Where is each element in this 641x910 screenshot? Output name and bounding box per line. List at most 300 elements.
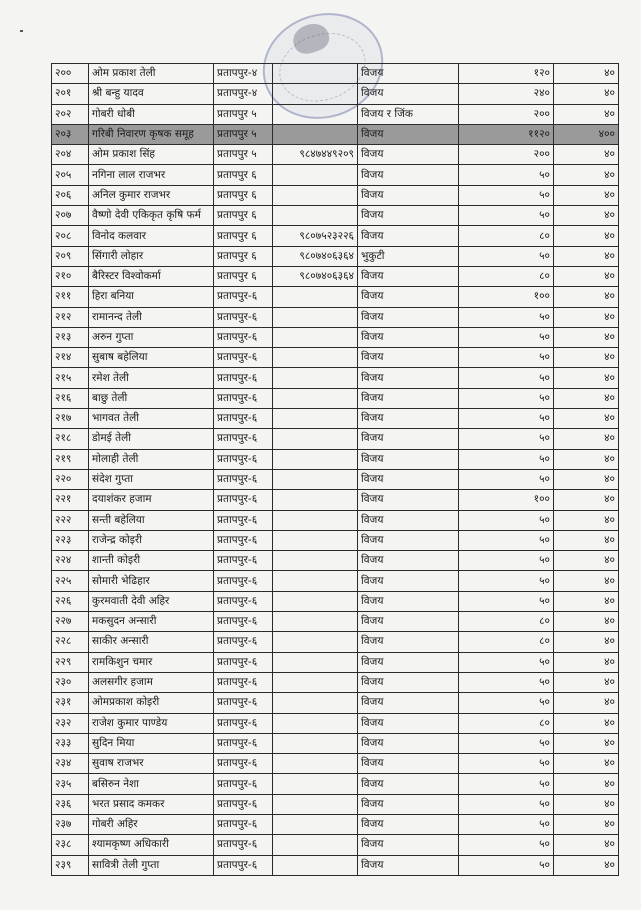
amount-cell: ४० bbox=[554, 348, 619, 368]
item-cell: विजय bbox=[358, 206, 459, 226]
name-cell: बैरिस्टर विश्वोकर्मा bbox=[89, 266, 214, 286]
serial-number-cell: २०८ bbox=[52, 226, 89, 246]
serial-number-cell: २०६ bbox=[52, 185, 89, 205]
quantity-cell: ८० bbox=[459, 713, 554, 733]
serial-number-cell: २०१ bbox=[52, 84, 89, 104]
name-cell: श्री बन्हु यादव bbox=[89, 84, 214, 104]
serial-number-cell: २०३ bbox=[52, 124, 89, 144]
table-row bbox=[52, 632, 619, 652]
serial-number-cell: २०० bbox=[52, 64, 89, 84]
amount-cell: ४० bbox=[554, 226, 619, 246]
amount-cell: ४० bbox=[554, 145, 619, 165]
address-cell: प्रतापपुर-६ bbox=[214, 429, 273, 449]
address-cell: प्रतापपुर-६ bbox=[214, 612, 273, 632]
phone-cell bbox=[273, 348, 358, 368]
phone-cell bbox=[273, 733, 358, 753]
phone-cell bbox=[273, 794, 358, 814]
distribution-table-body bbox=[52, 64, 619, 876]
address-cell: प्रतापपुर-६ bbox=[214, 368, 273, 388]
address-cell: प्रतापपुर-६ bbox=[214, 591, 273, 611]
item-cell: विजय bbox=[358, 632, 459, 652]
address-cell: प्रतापपुर-४ bbox=[214, 84, 273, 104]
amount-cell: ४० bbox=[554, 794, 619, 814]
amount-cell: ४० bbox=[554, 368, 619, 388]
serial-number-cell: २२९ bbox=[52, 652, 89, 672]
phone-cell bbox=[273, 814, 358, 834]
name-cell: मोलाही तेली bbox=[89, 449, 214, 469]
address-cell: प्रतापपुर-६ bbox=[214, 835, 273, 855]
address-cell: प्रतापपुर-६ bbox=[214, 571, 273, 591]
address-cell: प्रतापपुर-६ bbox=[214, 348, 273, 368]
item-cell: विजय bbox=[358, 774, 459, 794]
address-cell: प्रतापपुर-६ bbox=[214, 449, 273, 469]
item-cell: विजय bbox=[358, 794, 459, 814]
amount-cell: ४० bbox=[554, 266, 619, 286]
address-cell: प्रतापपुर-६ bbox=[214, 490, 273, 510]
name-cell: शान्ती कोइरी bbox=[89, 551, 214, 571]
table-row bbox=[52, 469, 619, 489]
name-cell: अरुन गुप्ता bbox=[89, 327, 214, 347]
amount-cell: ४० bbox=[554, 612, 619, 632]
quantity-cell: २०० bbox=[459, 145, 554, 165]
item-cell: विजय bbox=[358, 693, 459, 713]
item-cell: विजय bbox=[358, 307, 459, 327]
table-row bbox=[52, 855, 619, 875]
table-row bbox=[52, 429, 619, 449]
name-cell: गोबरी अहिर bbox=[89, 814, 214, 834]
table-row bbox=[52, 591, 619, 611]
item-cell: विजय bbox=[358, 571, 459, 591]
quantity-cell: ५० bbox=[459, 246, 554, 266]
quantity-cell: ५० bbox=[459, 206, 554, 226]
serial-number-cell: २३९ bbox=[52, 855, 89, 875]
serial-number-cell: २१० bbox=[52, 266, 89, 286]
address-cell: प्रतापपुर-६ bbox=[214, 551, 273, 571]
quantity-cell: २४० bbox=[459, 84, 554, 104]
table-row bbox=[52, 530, 619, 550]
phone-cell bbox=[273, 327, 358, 347]
quantity-cell: ५० bbox=[459, 510, 554, 530]
amount-cell: ४० bbox=[554, 469, 619, 489]
amount-cell: ४० bbox=[554, 530, 619, 550]
amount-cell: ४० bbox=[554, 307, 619, 327]
quantity-cell: ५० bbox=[459, 571, 554, 591]
address-cell: प्रतापपुर-६ bbox=[214, 632, 273, 652]
phone-cell bbox=[273, 469, 358, 489]
address-cell: प्रतापपुर-६ bbox=[214, 530, 273, 550]
name-cell: भागवत तेली bbox=[89, 409, 214, 429]
name-cell: ओम प्रकाश तेली bbox=[89, 64, 214, 84]
quantity-cell: ५० bbox=[459, 348, 554, 368]
amount-cell: ४० bbox=[554, 754, 619, 774]
amount-cell: ४० bbox=[554, 652, 619, 672]
name-cell: सुवाष राजभर bbox=[89, 754, 214, 774]
serial-number-cell: २२४ bbox=[52, 551, 89, 571]
quantity-cell: १०० bbox=[459, 490, 554, 510]
serial-number-cell: २२३ bbox=[52, 530, 89, 550]
table-row bbox=[52, 64, 619, 84]
serial-number-cell: २३२ bbox=[52, 713, 89, 733]
name-cell: रामानन्द तेली bbox=[89, 307, 214, 327]
phone-cell: ९८०७५२३२२६ bbox=[273, 226, 358, 246]
item-cell: विजय bbox=[358, 145, 459, 165]
item-cell: विजय bbox=[358, 409, 459, 429]
quantity-cell: २०० bbox=[459, 104, 554, 124]
table-row bbox=[52, 693, 619, 713]
amount-cell: ४० bbox=[554, 287, 619, 307]
quantity-cell: ८० bbox=[459, 226, 554, 246]
phone-cell bbox=[273, 287, 358, 307]
phone-cell bbox=[273, 774, 358, 794]
table-row bbox=[52, 226, 619, 246]
address-cell: प्रतापपुर ६ bbox=[214, 226, 273, 246]
quantity-cell: १०० bbox=[459, 287, 554, 307]
serial-number-cell: २३५ bbox=[52, 774, 89, 794]
serial-number-cell: २३४ bbox=[52, 754, 89, 774]
table-row bbox=[52, 185, 619, 205]
phone-cell bbox=[273, 551, 358, 571]
name-cell: अनिल कुमार राजभर bbox=[89, 185, 214, 205]
name-cell: डोमई तेली bbox=[89, 429, 214, 449]
amount-cell: ४० bbox=[554, 206, 619, 226]
quantity-cell: ५० bbox=[459, 672, 554, 692]
name-cell: साकीर अन्सारी bbox=[89, 632, 214, 652]
item-cell: विजय bbox=[358, 551, 459, 571]
serial-number-cell: २२० bbox=[52, 469, 89, 489]
phone-cell bbox=[273, 510, 358, 530]
quantity-cell: ५० bbox=[459, 591, 554, 611]
phone-cell bbox=[273, 104, 358, 124]
address-cell: प्रतापपुर-६ bbox=[214, 307, 273, 327]
amount-cell: ४० bbox=[554, 165, 619, 185]
item-cell: विजय bbox=[358, 754, 459, 774]
table-row bbox=[52, 571, 619, 591]
serial-number-cell: २३० bbox=[52, 672, 89, 692]
serial-number-cell: २३७ bbox=[52, 814, 89, 834]
item-cell: विजय bbox=[358, 429, 459, 449]
serial-number-cell: २३६ bbox=[52, 794, 89, 814]
serial-number-cell: २०२ bbox=[52, 104, 89, 124]
amount-cell: ४० bbox=[554, 551, 619, 571]
quantity-cell: १२० bbox=[459, 64, 554, 84]
amount-cell: ४० bbox=[554, 409, 619, 429]
scan-speck bbox=[20, 30, 23, 32]
item-cell: विजय bbox=[358, 327, 459, 347]
table-row bbox=[52, 733, 619, 753]
table-row bbox=[52, 409, 619, 429]
item-cell: विजय bbox=[358, 855, 459, 875]
amount-cell: ४० bbox=[554, 185, 619, 205]
table-row bbox=[52, 449, 619, 469]
phone-cell bbox=[273, 206, 358, 226]
name-cell: दयाशंकर हजाम bbox=[89, 490, 214, 510]
amount-cell: ४० bbox=[554, 632, 619, 652]
item-cell: विजय bbox=[358, 226, 459, 246]
item-cell: विजय bbox=[358, 84, 459, 104]
item-cell: विजय bbox=[358, 266, 459, 286]
phone-cell bbox=[273, 754, 358, 774]
address-cell: प्रतापपुर ६ bbox=[214, 165, 273, 185]
quantity-cell: ५० bbox=[459, 469, 554, 489]
address-cell: प्रतापपुर-६ bbox=[214, 327, 273, 347]
table-row bbox=[52, 145, 619, 165]
name-cell: भरत प्रसाद कमकर bbox=[89, 794, 214, 814]
item-cell: विजय bbox=[358, 185, 459, 205]
item-cell: विजय bbox=[358, 165, 459, 185]
item-cell: विजय र जिंक bbox=[358, 104, 459, 124]
address-cell: प्रतापपुर-६ bbox=[214, 814, 273, 834]
quantity-cell: ५० bbox=[459, 794, 554, 814]
quantity-cell: ५० bbox=[459, 733, 554, 753]
amount-cell: ४० bbox=[554, 327, 619, 347]
phone-cell bbox=[273, 672, 358, 692]
quantity-cell: ५० bbox=[459, 551, 554, 571]
quantity-cell: ८० bbox=[459, 266, 554, 286]
table-row bbox=[52, 490, 619, 510]
address-cell: प्रतापपुर ५ bbox=[214, 104, 273, 124]
item-cell: विजय bbox=[358, 672, 459, 692]
phone-cell bbox=[273, 84, 358, 104]
item-cell: विजय bbox=[358, 368, 459, 388]
name-cell: सिंगारी लोहार bbox=[89, 246, 214, 266]
phone-cell bbox=[273, 490, 358, 510]
serial-number-cell: २१२ bbox=[52, 307, 89, 327]
phone-cell bbox=[273, 693, 358, 713]
amount-cell: ४० bbox=[554, 855, 619, 875]
quantity-cell: ५० bbox=[459, 774, 554, 794]
item-cell: विजय bbox=[358, 510, 459, 530]
address-cell: प्रतापपुर-६ bbox=[214, 409, 273, 429]
address-cell: प्रतापपुर ५ bbox=[214, 124, 273, 144]
item-cell: विजय bbox=[358, 449, 459, 469]
serial-number-cell: २०९ bbox=[52, 246, 89, 266]
phone-cell bbox=[273, 449, 358, 469]
phone-cell bbox=[273, 591, 358, 611]
item-cell: भुकुटी bbox=[358, 246, 459, 266]
address-cell: प्रतापपुर-६ bbox=[214, 855, 273, 875]
table-row bbox=[52, 652, 619, 672]
serial-number-cell: २०४ bbox=[52, 145, 89, 165]
name-cell: सावित्री तेली गुप्ता bbox=[89, 855, 214, 875]
address-cell: प्रतापपुर-६ bbox=[214, 794, 273, 814]
phone-cell bbox=[273, 185, 358, 205]
serial-number-cell: २३८ bbox=[52, 835, 89, 855]
item-cell: विजय bbox=[358, 64, 459, 84]
phone-cell bbox=[273, 530, 358, 550]
name-cell: राजेश कुमार पाण्डेय bbox=[89, 713, 214, 733]
table-row bbox=[52, 835, 619, 855]
item-cell: विजय bbox=[358, 287, 459, 307]
amount-cell: ४० bbox=[554, 429, 619, 449]
item-cell: विजय bbox=[358, 469, 459, 489]
table-row bbox=[52, 551, 619, 571]
address-cell: प्रतापपुर-६ bbox=[214, 672, 273, 692]
amount-cell: ४० bbox=[554, 571, 619, 591]
serial-number-cell: २१५ bbox=[52, 368, 89, 388]
address-cell: प्रतापपुर ६ bbox=[214, 185, 273, 205]
serial-number-cell: २३१ bbox=[52, 693, 89, 713]
address-cell: प्रतापपुर ६ bbox=[214, 206, 273, 226]
table-row bbox=[52, 327, 619, 347]
address-cell: प्रतापपुर-६ bbox=[214, 754, 273, 774]
table-row bbox=[52, 814, 619, 834]
address-cell: प्रतापपुर ५ bbox=[214, 145, 273, 165]
table-row bbox=[52, 672, 619, 692]
table-row bbox=[52, 348, 619, 368]
item-cell: विजय bbox=[358, 814, 459, 834]
table-row bbox=[52, 774, 619, 794]
name-cell: ओम प्रकाश सिंह bbox=[89, 145, 214, 165]
serial-number-cell: २२६ bbox=[52, 591, 89, 611]
address-cell: प्रतापपुर-६ bbox=[214, 287, 273, 307]
quantity-cell: ५० bbox=[459, 449, 554, 469]
table-row bbox=[52, 307, 619, 327]
serial-number-cell: २१९ bbox=[52, 449, 89, 469]
quantity-cell: ५० bbox=[459, 368, 554, 388]
serial-number-cell: २१६ bbox=[52, 388, 89, 408]
quantity-cell: ५० bbox=[459, 327, 554, 347]
amount-cell: ४० bbox=[554, 388, 619, 408]
name-cell: अलसगीर हजाम bbox=[89, 672, 214, 692]
phone-cell: ९८४७४४९२०९ bbox=[273, 145, 358, 165]
quantity-cell: ८० bbox=[459, 612, 554, 632]
serial-number-cell: २२७ bbox=[52, 612, 89, 632]
quantity-cell: ५० bbox=[459, 307, 554, 327]
name-cell: वैष्णो देवी एकिकृत कृषि फर्म bbox=[89, 206, 214, 226]
name-cell: संदेश गुप्ता bbox=[89, 469, 214, 489]
amount-cell: ४०० bbox=[554, 124, 619, 144]
amount-cell: ४० bbox=[554, 84, 619, 104]
quantity-cell: ५० bbox=[459, 185, 554, 205]
address-cell: प्रतापपुर ६ bbox=[214, 266, 273, 286]
quantity-cell: ५० bbox=[459, 814, 554, 834]
table-row bbox=[52, 206, 619, 226]
name-cell: रामकिशुन चमार bbox=[89, 652, 214, 672]
phone-cell bbox=[273, 652, 358, 672]
name-cell: नगिना लाल राजभर bbox=[89, 165, 214, 185]
table-row bbox=[52, 510, 619, 530]
name-cell: गोबरी धोबी bbox=[89, 104, 214, 124]
item-cell: विजय bbox=[358, 612, 459, 632]
table-row bbox=[52, 612, 619, 632]
table-row bbox=[52, 713, 619, 733]
quantity-cell: ५० bbox=[459, 652, 554, 672]
address-cell: प्रतापपुर ६ bbox=[214, 246, 273, 266]
item-cell: विजय bbox=[358, 835, 459, 855]
name-cell: रमेश तेली bbox=[89, 368, 214, 388]
name-cell: ओमप्रकाश कोइरी bbox=[89, 693, 214, 713]
serial-number-cell: २१८ bbox=[52, 429, 89, 449]
item-cell: विजय bbox=[358, 124, 459, 144]
serial-number-cell: २२५ bbox=[52, 571, 89, 591]
quantity-cell: ५० bbox=[459, 693, 554, 713]
serial-number-cell: २११ bbox=[52, 287, 89, 307]
amount-cell: ४० bbox=[554, 733, 619, 753]
amount-cell: ४० bbox=[554, 449, 619, 469]
table-row bbox=[52, 794, 619, 814]
table-row bbox=[52, 368, 619, 388]
serial-number-cell: २१३ bbox=[52, 327, 89, 347]
table-row bbox=[52, 124, 619, 144]
item-cell: विजय bbox=[358, 733, 459, 753]
phone-cell bbox=[273, 612, 358, 632]
item-cell: विजय bbox=[358, 388, 459, 408]
table-row bbox=[52, 84, 619, 104]
amount-cell: ४० bbox=[554, 510, 619, 530]
table-row bbox=[52, 388, 619, 408]
item-cell: विजय bbox=[358, 348, 459, 368]
phone-cell bbox=[273, 64, 358, 84]
serial-number-cell: २१७ bbox=[52, 409, 89, 429]
phone-cell bbox=[273, 835, 358, 855]
amount-cell: ४० bbox=[554, 814, 619, 834]
amount-cell: ४० bbox=[554, 591, 619, 611]
distribution-table bbox=[51, 63, 619, 876]
name-cell: कुरमवाती देवी अहिर bbox=[89, 591, 214, 611]
amount-cell: ४० bbox=[554, 774, 619, 794]
phone-cell bbox=[273, 124, 358, 144]
table-row bbox=[52, 246, 619, 266]
item-cell: विजय bbox=[358, 713, 459, 733]
serial-number-cell: २२२ bbox=[52, 510, 89, 530]
phone-cell: ९८०७४०६३६४ bbox=[273, 266, 358, 286]
quantity-cell: ५० bbox=[459, 835, 554, 855]
address-cell: प्रतापपुर-६ bbox=[214, 469, 273, 489]
address-cell: प्रतापपुर-६ bbox=[214, 652, 273, 672]
phone-cell bbox=[273, 307, 358, 327]
quantity-cell: ५० bbox=[459, 754, 554, 774]
amount-cell: ४० bbox=[554, 835, 619, 855]
quantity-cell: ५० bbox=[459, 409, 554, 429]
quantity-cell: ५० bbox=[459, 388, 554, 408]
serial-number-cell: २३३ bbox=[52, 733, 89, 753]
name-cell: सन्ती बहेलिया bbox=[89, 510, 214, 530]
serial-number-cell: २१४ bbox=[52, 348, 89, 368]
quantity-cell: ५० bbox=[459, 165, 554, 185]
phone-cell bbox=[273, 632, 358, 652]
phone-cell bbox=[273, 571, 358, 591]
serial-number-cell: २२८ bbox=[52, 632, 89, 652]
name-cell: गरिबी निवारण कृषक समूह bbox=[89, 124, 214, 144]
amount-cell: ४० bbox=[554, 64, 619, 84]
phone-cell bbox=[273, 165, 358, 185]
item-cell: विजय bbox=[358, 652, 459, 672]
amount-cell: ४० bbox=[554, 246, 619, 266]
address-cell: प्रतापपुर-६ bbox=[214, 388, 273, 408]
amount-cell: ४० bbox=[554, 713, 619, 733]
phone-cell bbox=[273, 855, 358, 875]
amount-cell: ४० bbox=[554, 672, 619, 692]
address-cell: प्रतापपुर-४ bbox=[214, 64, 273, 84]
amount-cell: ४० bbox=[554, 693, 619, 713]
address-cell: प्रतापपुर-६ bbox=[214, 733, 273, 753]
table-row bbox=[52, 287, 619, 307]
name-cell: सुबाष बहेलिया bbox=[89, 348, 214, 368]
quantity-cell: ११२० bbox=[459, 124, 554, 144]
name-cell: सुदिन मिया bbox=[89, 733, 214, 753]
name-cell: सोमारी भेढिहार bbox=[89, 571, 214, 591]
name-cell: मकसुदन अन्सारी bbox=[89, 612, 214, 632]
quantity-cell: ५० bbox=[459, 855, 554, 875]
address-cell: प्रतापपुर-६ bbox=[214, 713, 273, 733]
quantity-cell: ५० bbox=[459, 530, 554, 550]
quantity-cell: ८० bbox=[459, 632, 554, 652]
item-cell: विजय bbox=[358, 591, 459, 611]
table-row bbox=[52, 754, 619, 774]
amount-cell: ४० bbox=[554, 490, 619, 510]
name-cell: श्यामकृष्ण अधिकारी bbox=[89, 835, 214, 855]
table-row bbox=[52, 165, 619, 185]
